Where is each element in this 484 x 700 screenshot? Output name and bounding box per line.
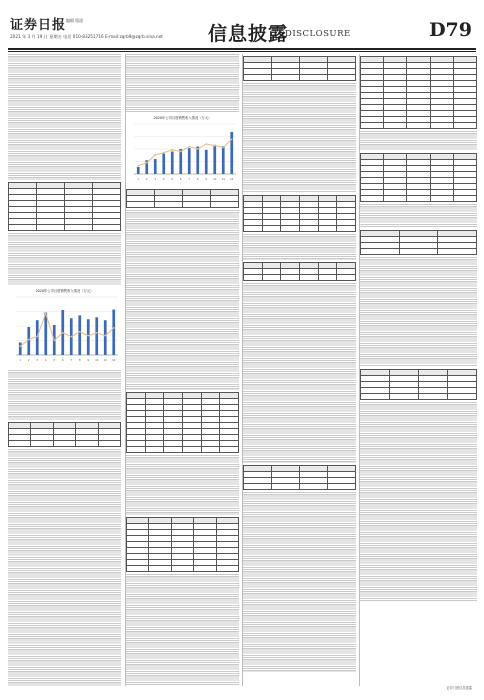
line-point (96, 332, 98, 334)
line-point (70, 336, 72, 338)
line-point (180, 151, 182, 153)
data-table (8, 422, 121, 447)
bar (222, 146, 225, 174)
chart-svg (8, 293, 121, 363)
bar (196, 147, 199, 175)
bar (27, 327, 30, 355)
data-table (360, 153, 477, 202)
column-1 (8, 54, 121, 686)
text-block (126, 210, 239, 390)
bar (104, 320, 107, 355)
x-tick-label: 7 (70, 359, 73, 362)
chart-2 (8, 288, 121, 367)
x-tick-label: 7 (188, 178, 191, 181)
x-tick-label: 3 (36, 359, 39, 362)
x-tick-label: 9 (205, 178, 208, 181)
text-block (126, 455, 239, 515)
masthead-rule-thin (8, 51, 476, 52)
text-block (360, 204, 477, 228)
data-table (126, 392, 239, 453)
data-table (243, 56, 356, 81)
column-2 (125, 54, 239, 686)
bar (205, 150, 208, 174)
chart-title: 2020年公司月度销售收入情况（万元） (153, 116, 212, 120)
bar (188, 148, 191, 174)
data-table (8, 182, 121, 231)
chart-1 (126, 115, 239, 186)
bar (179, 149, 182, 174)
bar (213, 145, 216, 174)
data-table (243, 195, 356, 232)
x-tick-label: 1 (137, 178, 140, 181)
text-block (126, 574, 239, 686)
text-block (360, 257, 477, 367)
line-point (214, 145, 216, 147)
line-point (28, 339, 30, 341)
text-block (8, 449, 121, 686)
masthead-rule (8, 48, 476, 50)
line-point (53, 340, 55, 342)
line-point (113, 327, 115, 329)
chart-title: 2020年公司月度销售收入情况（万元） (35, 289, 94, 293)
line-point (231, 139, 233, 141)
bar (95, 317, 98, 355)
bar (19, 342, 22, 355)
x-tick-label: 6 (179, 178, 182, 181)
line-point (62, 332, 64, 334)
data-table (126, 517, 239, 572)
page-number: D79 (429, 19, 472, 41)
line-point (36, 336, 38, 338)
section-title: 信息披露 (208, 23, 289, 45)
newspaper-logo: 证券日报 (10, 18, 67, 33)
bar (36, 320, 39, 355)
x-tick-label: 9 (87, 359, 90, 362)
bar (44, 312, 47, 355)
x-tick-label: 8 (78, 359, 81, 362)
line-point (197, 148, 199, 150)
line-point (104, 335, 106, 337)
line-point (87, 335, 89, 337)
x-tick-label: 11 (221, 178, 225, 181)
bar (78, 315, 81, 355)
bar (230, 132, 233, 174)
data-table (126, 189, 239, 208)
text-block (243, 83, 356, 193)
line-point (188, 146, 190, 148)
x-tick-label: 10 (95, 359, 99, 362)
issue-meta: 2021 年 3 月 19 日 星期五 电话 010-83251716 E-mail:zqrb9@zqrb.sina.net (10, 34, 163, 39)
text-block (8, 370, 121, 420)
series-line (20, 313, 114, 346)
text-block (8, 233, 121, 285)
series-line (138, 139, 232, 165)
line-point (19, 345, 21, 347)
line-point (205, 143, 207, 145)
line-point (146, 162, 148, 164)
bar (171, 152, 174, 175)
bar (87, 319, 90, 355)
text-block (8, 54, 121, 180)
bar (112, 310, 115, 355)
column-3 (242, 54, 356, 686)
line-point (79, 331, 81, 333)
chart-svg (126, 120, 239, 182)
data-table (243, 465, 356, 490)
x-tick-label: 11 (103, 359, 107, 362)
x-tick-label: 12 (112, 359, 116, 362)
x-tick-label: 5 (53, 359, 56, 362)
x-tick-label: 1 (19, 359, 22, 362)
data-table (360, 230, 477, 255)
line-point (163, 152, 165, 154)
text-block (243, 492, 356, 672)
x-tick-label: 4 (44, 359, 47, 362)
text-block (360, 402, 477, 602)
line-point (222, 146, 224, 148)
text-block (243, 283, 356, 463)
x-tick-label: 10 (213, 178, 217, 181)
data-table (360, 56, 477, 129)
text-block (360, 131, 477, 151)
line-point (137, 165, 139, 167)
bar (137, 167, 140, 174)
x-tick-label: 2 (145, 178, 148, 181)
text-block (243, 234, 356, 260)
x-tick-label: 4 (162, 178, 165, 181)
bar (162, 154, 165, 174)
x-tick-label: 12 (230, 178, 234, 181)
text-block (126, 54, 239, 112)
masthead (8, 10, 476, 50)
x-tick-label: 8 (196, 178, 199, 181)
x-tick-label: 3 (154, 178, 157, 181)
column-4 (359, 54, 477, 686)
line-point (45, 313, 47, 315)
newspaper-page (8, 10, 476, 692)
line-point (171, 149, 173, 151)
bar (154, 159, 157, 174)
x-tick-label: 5 (171, 178, 174, 181)
section-title-en: DISCLOSURE (285, 29, 351, 39)
x-tick-label: 6 (61, 359, 64, 362)
data-table (243, 262, 356, 281)
line-point (154, 154, 156, 156)
x-tick-label: 2 (27, 359, 30, 362)
data-table (360, 369, 477, 400)
page-footer: 证券日报信息披露 (446, 686, 472, 690)
logo-subtitle: 编辑 版面 (66, 18, 84, 23)
